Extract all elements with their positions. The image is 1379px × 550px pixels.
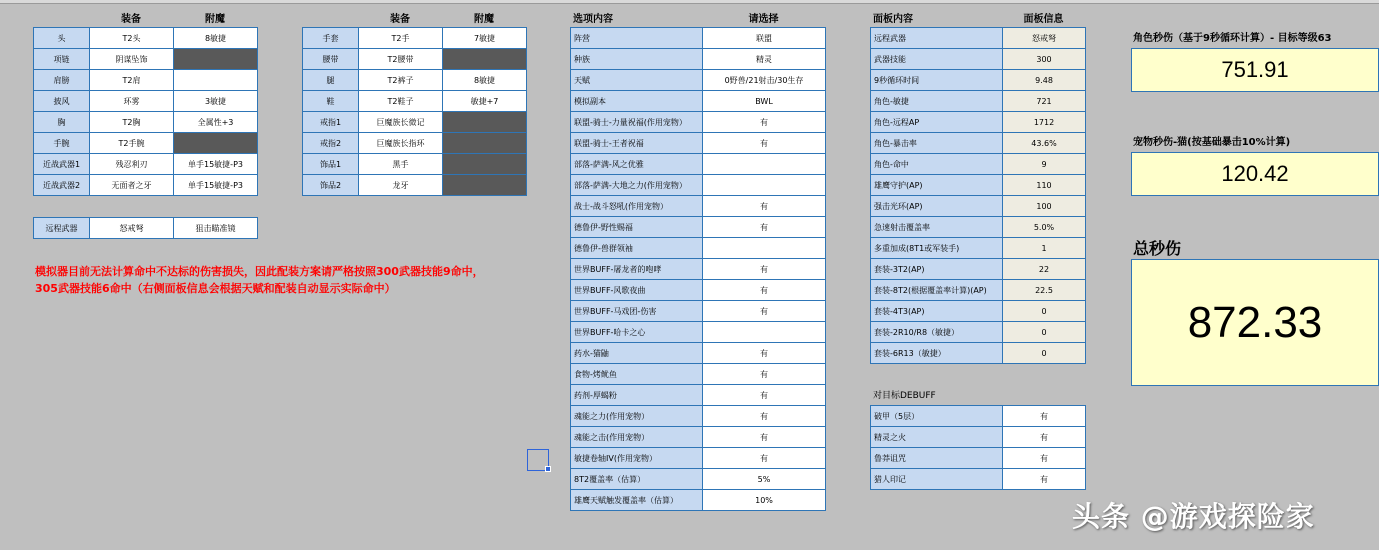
- panel-row-value[interactable]: 0: [1003, 343, 1086, 364]
- panel-row-value[interactable]: 721: [1003, 91, 1086, 112]
- gear-equip-cell[interactable]: T2手腕: [90, 133, 174, 154]
- option-row: [571, 154, 826, 175]
- gear-equip-cell[interactable]: T2肩: [90, 70, 174, 91]
- option-row-value[interactable]: 有: [703, 112, 826, 133]
- option-row-value[interactable]: [703, 154, 826, 175]
- gear-equip-cell[interactable]: 无面者之牙: [90, 175, 174, 196]
- option-row: [571, 28, 826, 49]
- gear-equip-cell[interactable]: T2腰带: [359, 49, 443, 70]
- option-row-label: 天赋: [571, 70, 703, 91]
- option-row-label: 药剂-厚蝎粉: [571, 385, 703, 406]
- panel-row: [871, 259, 1086, 280]
- gear-enchant-cell[interactable]: 单手15敏捷-P3: [174, 175, 258, 196]
- gear-slot: 腰带: [303, 49, 359, 70]
- gear-row: [34, 91, 258, 112]
- panel-row: [871, 154, 1086, 175]
- panel-row: [871, 217, 1086, 238]
- gear-row: [34, 175, 258, 196]
- option-row-label: 德鲁伊-野性赐福: [571, 217, 703, 238]
- debuff-row: [871, 448, 1086, 469]
- option-row-label: 世界BUFF-风歌夜曲: [571, 280, 703, 301]
- gear-left-header-enchant: 附魔: [205, 14, 225, 25]
- option-row-value[interactable]: 有: [703, 343, 826, 364]
- panel-header-item: 面板内容: [873, 14, 913, 25]
- panel-row: [871, 280, 1086, 301]
- option-row-label: 食物-烤鱿鱼: [571, 364, 703, 385]
- debuff-row: [871, 427, 1086, 448]
- debuff-row-value[interactable]: 有: [1003, 469, 1086, 490]
- debuff-table: [870, 405, 1086, 490]
- debuff-row: [871, 406, 1086, 427]
- panel-row-value[interactable]: 0: [1003, 301, 1086, 322]
- ranged-weapon-row: [34, 218, 258, 239]
- panel-row-label: 角色-远程AP: [871, 112, 1003, 133]
- option-row-label: 阵营: [571, 28, 703, 49]
- watermark: 头条 @游戏探险家: [1072, 500, 1315, 533]
- gear-equip-cell[interactable]: T2手: [359, 28, 443, 49]
- total-dps-title: 总秒伤: [1133, 239, 1182, 258]
- gear-row: [34, 112, 258, 133]
- panel-row-label: 强击光环(AP): [871, 196, 1003, 217]
- option-row: [571, 49, 826, 70]
- debuff-row: [871, 469, 1086, 490]
- gear-enchant-cell[interactable]: [443, 49, 527, 70]
- panel-row-label: 套装-8T2(根据覆盖率计算)(AP): [871, 280, 1003, 301]
- gear-row: [303, 154, 527, 175]
- gear-row: [303, 112, 527, 133]
- panel-row-label: 9秒循环时间: [871, 70, 1003, 91]
- option-row-value[interactable]: 联盟: [703, 28, 826, 49]
- panel-row: [871, 112, 1086, 133]
- gear-slot: 手套: [303, 28, 359, 49]
- debuff-row-value[interactable]: 有: [1003, 406, 1086, 427]
- option-row-value[interactable]: 有: [703, 259, 826, 280]
- gear-row: [34, 133, 258, 154]
- option-row: [571, 406, 826, 427]
- toolbar-strip: [0, 0, 1379, 4]
- panel-row-label: 套装-4T3(AP): [871, 301, 1003, 322]
- gear-slot: 胸: [34, 112, 90, 133]
- option-row-label: 模拟副本: [571, 91, 703, 112]
- gear-slot: 头: [34, 28, 90, 49]
- option-row: [571, 469, 826, 490]
- option-row-label: 世界BUFF-哈卡之心: [571, 322, 703, 343]
- debuff-row-label: 鲁莽诅咒: [871, 448, 1003, 469]
- debuff-row-label: 猎人印记: [871, 469, 1003, 490]
- debuff-row-value[interactable]: 有: [1003, 427, 1086, 448]
- option-row-label: 魂能之力(作用宠物）: [571, 406, 703, 427]
- panel-row: [871, 238, 1086, 259]
- gear-equip-cell[interactable]: T2头: [90, 28, 174, 49]
- gear-enchant-cell[interactable]: 8敏捷: [443, 70, 527, 91]
- option-row-label: 联盟-骑士-王者祝福: [571, 133, 703, 154]
- char-dps-title: 角色秒伤（基于9秒循环计算）- 目标等级63: [1133, 33, 1332, 44]
- option-row-value[interactable]: 有: [703, 217, 826, 238]
- gear-equip-cell[interactable]: 黑手: [359, 154, 443, 175]
- ranged-slot: 远程武器: [34, 218, 90, 239]
- option-row-label: 世界BUFF-屠龙者的咆哮: [571, 259, 703, 280]
- panel-row: [871, 343, 1086, 364]
- panel-row: [871, 49, 1086, 70]
- panel-row-label: 雄鹰守护(AP): [871, 175, 1003, 196]
- panel-row-value[interactable]: 100: [1003, 196, 1086, 217]
- option-row-value[interactable]: 有: [703, 301, 826, 322]
- pet-dps-box: [1131, 152, 1379, 196]
- char-dps-value: 751.91: [1221, 57, 1289, 82]
- gear-equip-cell[interactable]: T2胸: [90, 112, 174, 133]
- option-row-label: 敏捷卷轴IV(作用宠物）: [571, 448, 703, 469]
- option-row-label: 魂能之击(作用宠物）: [571, 427, 703, 448]
- option-row: [571, 490, 826, 511]
- option-row: [571, 343, 826, 364]
- panel-row-label: 武器技能: [871, 49, 1003, 70]
- option-row-value[interactable]: 有: [703, 427, 826, 448]
- panel-row-value[interactable]: 22: [1003, 259, 1086, 280]
- options-header-item: 选项内容: [573, 14, 613, 25]
- panel-row-value[interactable]: 9.48: [1003, 70, 1086, 91]
- gear-enchant-cell[interactable]: 全属性+3: [174, 112, 258, 133]
- note-line-1: 模拟器目前无法计算命中不达标的伤害损失，因此配装方案请严格按照300武器技能9命中，: [35, 265, 484, 278]
- option-row: [571, 301, 826, 322]
- gear-enchant-cell[interactable]: [443, 133, 527, 154]
- gear-slot: 披风: [34, 91, 90, 112]
- option-row: [571, 427, 826, 448]
- option-row: [571, 133, 826, 154]
- gear-right-header-enchant: 附魔: [474, 14, 494, 25]
- option-row-value[interactable]: 精灵: [703, 49, 826, 70]
- option-row: [571, 70, 826, 91]
- option-row-value[interactable]: 有: [703, 196, 826, 217]
- options-header-choose: 请选择: [748, 14, 779, 25]
- gear-row: [34, 49, 258, 70]
- option-row-value[interactable]: 0野兽/21射击/30生存: [703, 70, 826, 91]
- fill-handle[interactable]: [545, 466, 551, 472]
- gear-enchant-cell[interactable]: [443, 112, 527, 133]
- gear-row: [34, 154, 258, 175]
- option-row-label: 药水-猫鼬: [571, 343, 703, 364]
- gear-row: [303, 133, 527, 154]
- panel-table: [870, 27, 1086, 364]
- panel-row-label: 急速射击覆盖率: [871, 217, 1003, 238]
- option-row-value[interactable]: 10%: [703, 490, 826, 511]
- gear-enchant-cell[interactable]: 8敏捷: [174, 28, 258, 49]
- gear-equip-cell[interactable]: T2鞋子: [359, 91, 443, 112]
- gear-equip-cell[interactable]: 巨魔族长微记: [359, 112, 443, 133]
- option-row: [571, 175, 826, 196]
- option-row-label: 部落-萨满-风之优雅: [571, 154, 703, 175]
- gear-enchant-cell[interactable]: [174, 70, 258, 91]
- gear-slot: 腿: [303, 70, 359, 91]
- ranged-weapon-table: [33, 217, 258, 239]
- panel-row-value[interactable]: 110: [1003, 175, 1086, 196]
- panel-row-value[interactable]: 22.5: [1003, 280, 1086, 301]
- gear-enchant-cell[interactable]: [443, 154, 527, 175]
- option-row: [571, 259, 826, 280]
- option-row-value[interactable]: 有: [703, 280, 826, 301]
- panel-row-value[interactable]: 1712: [1003, 112, 1086, 133]
- gear-slot: 肩膀: [34, 70, 90, 91]
- total-dps-box: [1131, 259, 1379, 386]
- panel-row: [871, 91, 1086, 112]
- gear-row: [34, 70, 258, 91]
- gear-enchant-cell[interactable]: [174, 133, 258, 154]
- panel-row: [871, 301, 1086, 322]
- gear-equip-cell[interactable]: 残忍利刃: [90, 154, 174, 175]
- option-row-value[interactable]: 有: [703, 448, 826, 469]
- gear-equip-cell[interactable]: 龙牙: [359, 175, 443, 196]
- option-row: [571, 238, 826, 259]
- option-row-value[interactable]: [703, 238, 826, 259]
- panel-row-label: 套装-2R10/R8（敏捷）: [871, 322, 1003, 343]
- panel-row: [871, 322, 1086, 343]
- gear-enchant-cell[interactable]: [443, 175, 527, 196]
- gear-row: [303, 175, 527, 196]
- option-row-label: 联盟-骑士-力量祝福(作用宠物）: [571, 112, 703, 133]
- ranged-enchant-cell[interactable]: 狙击瞄准镜: [174, 218, 258, 239]
- gear-left-header-equip: 装备: [121, 14, 141, 25]
- panel-row: [871, 133, 1086, 154]
- option-row-value[interactable]: 有: [703, 406, 826, 427]
- panel-row-label: 远程武器: [871, 28, 1003, 49]
- gear-right-table: [302, 27, 527, 196]
- panel-row: [871, 196, 1086, 217]
- note-line-2: 305武器技能6命中（右侧面板信息会根据天赋和配装自动显示实际命中）: [35, 282, 396, 295]
- panel-row-label: 套装-3T2(AP): [871, 259, 1003, 280]
- option-row: [571, 385, 826, 406]
- option-row-value[interactable]: [703, 175, 826, 196]
- panel-row-value[interactable]: 0: [1003, 322, 1086, 343]
- gear-equip-cell[interactable]: 环雾: [90, 91, 174, 112]
- gear-slot: 戒指1: [303, 112, 359, 133]
- pet-dps-value: 120.42: [1221, 161, 1289, 186]
- panel-header-info: 面板信息: [1023, 14, 1064, 25]
- panel-row-label: 角色-命中: [871, 154, 1003, 175]
- gear-slot: 饰品1: [303, 154, 359, 175]
- option-row-value[interactable]: 有: [703, 364, 826, 385]
- gear-slot: 饰品2: [303, 175, 359, 196]
- gear-slot: 近战武器2: [34, 175, 90, 196]
- option-row-label: 8T2覆盖率（估算）: [571, 469, 703, 490]
- panel-row: [871, 28, 1086, 49]
- gear-row: [303, 28, 527, 49]
- gear-enchant-cell[interactable]: 单手15敏捷-P3: [174, 154, 258, 175]
- gear-equip-cell[interactable]: 阴谋坠饰: [90, 49, 174, 70]
- debuff-row-label: 破甲（5层）: [871, 406, 1003, 427]
- gear-slot: 手腕: [34, 133, 90, 154]
- gear-equip-cell[interactable]: 巨魔族长指环: [359, 133, 443, 154]
- option-row-value[interactable]: 有: [703, 133, 826, 154]
- gear-right-header-equip: 装备: [390, 14, 410, 25]
- option-row-label: 雄鹰天赋触发覆盖率（估算）: [571, 490, 703, 511]
- char-dps-box: [1131, 48, 1379, 92]
- debuff-row-value[interactable]: 有: [1003, 448, 1086, 469]
- option-row-value[interactable]: 5%: [703, 469, 826, 490]
- panel-row-label: 多重加成(8T1或军装手): [871, 238, 1003, 259]
- panel-row-label: 角色-敏捷: [871, 91, 1003, 112]
- gear-row: [303, 91, 527, 112]
- option-row-label: 战士-战斗怒吼(作用宠物）: [571, 196, 703, 217]
- option-row-label: 德鲁伊-兽群领袖: [571, 238, 703, 259]
- debuff-row-label: 精灵之火: [871, 427, 1003, 448]
- gear-enchant-cell[interactable]: 敏捷+7: [443, 91, 527, 112]
- red-warning-note: [35, 263, 535, 297]
- gear-slot: 近战武器1: [34, 154, 90, 175]
- panel-row-value[interactable]: 5.0%: [1003, 217, 1086, 238]
- option-row-label: 部落-萨满-大地之力(作用宠物）: [571, 175, 703, 196]
- option-row: [571, 217, 826, 238]
- option-row: [571, 91, 826, 112]
- option-row: [571, 448, 826, 469]
- panel-row-value[interactable]: 9: [1003, 154, 1086, 175]
- option-row: [571, 112, 826, 133]
- panel-row-value[interactable]: 1: [1003, 238, 1086, 259]
- option-row: [571, 196, 826, 217]
- gear-enchant-cell[interactable]: 7敏捷: [443, 28, 527, 49]
- panel-row-value[interactable]: 43.6%: [1003, 133, 1086, 154]
- option-row-value[interactable]: 有: [703, 385, 826, 406]
- gear-slot: 鞋: [303, 91, 359, 112]
- gear-row: [34, 28, 258, 49]
- gear-enchant-cell[interactable]: 3敏捷: [174, 91, 258, 112]
- option-row: [571, 364, 826, 385]
- option-row-label: 世界BUFF-马戏团-伤害: [571, 301, 703, 322]
- debuff-title: 对目标DEBUFF: [873, 391, 936, 401]
- panel-row-label: 角色-暴击率: [871, 133, 1003, 154]
- gear-slot: 戒指2: [303, 133, 359, 154]
- gear-row: [303, 49, 527, 70]
- gear-equip-cell[interactable]: T2裤子: [359, 70, 443, 91]
- panel-row-label: 套装-6R13（敏捷）: [871, 343, 1003, 364]
- option-row-label: 种族: [571, 49, 703, 70]
- panel-row-value[interactable]: 怒戒弩: [1003, 28, 1086, 49]
- option-row: [571, 280, 826, 301]
- options-table: [570, 27, 826, 511]
- gear-enchant-cell[interactable]: [174, 49, 258, 70]
- panel-row: [871, 175, 1086, 196]
- total-dps-value: 872.33: [1187, 297, 1323, 347]
- option-row-value[interactable]: BWL: [703, 91, 826, 112]
- option-row: [571, 322, 826, 343]
- gear-left-table: [33, 27, 258, 196]
- pet-dps-title: 宠物秒伤-猫(按基础暴击10%计算): [1133, 137, 1291, 148]
- ranged-equip-cell[interactable]: 怒戒弩: [90, 218, 174, 239]
- panel-row: [871, 70, 1086, 91]
- gear-row: [303, 70, 527, 91]
- option-row-value[interactable]: [703, 322, 826, 343]
- gear-slot: 项链: [34, 49, 90, 70]
- panel-row-value[interactable]: 300: [1003, 49, 1086, 70]
